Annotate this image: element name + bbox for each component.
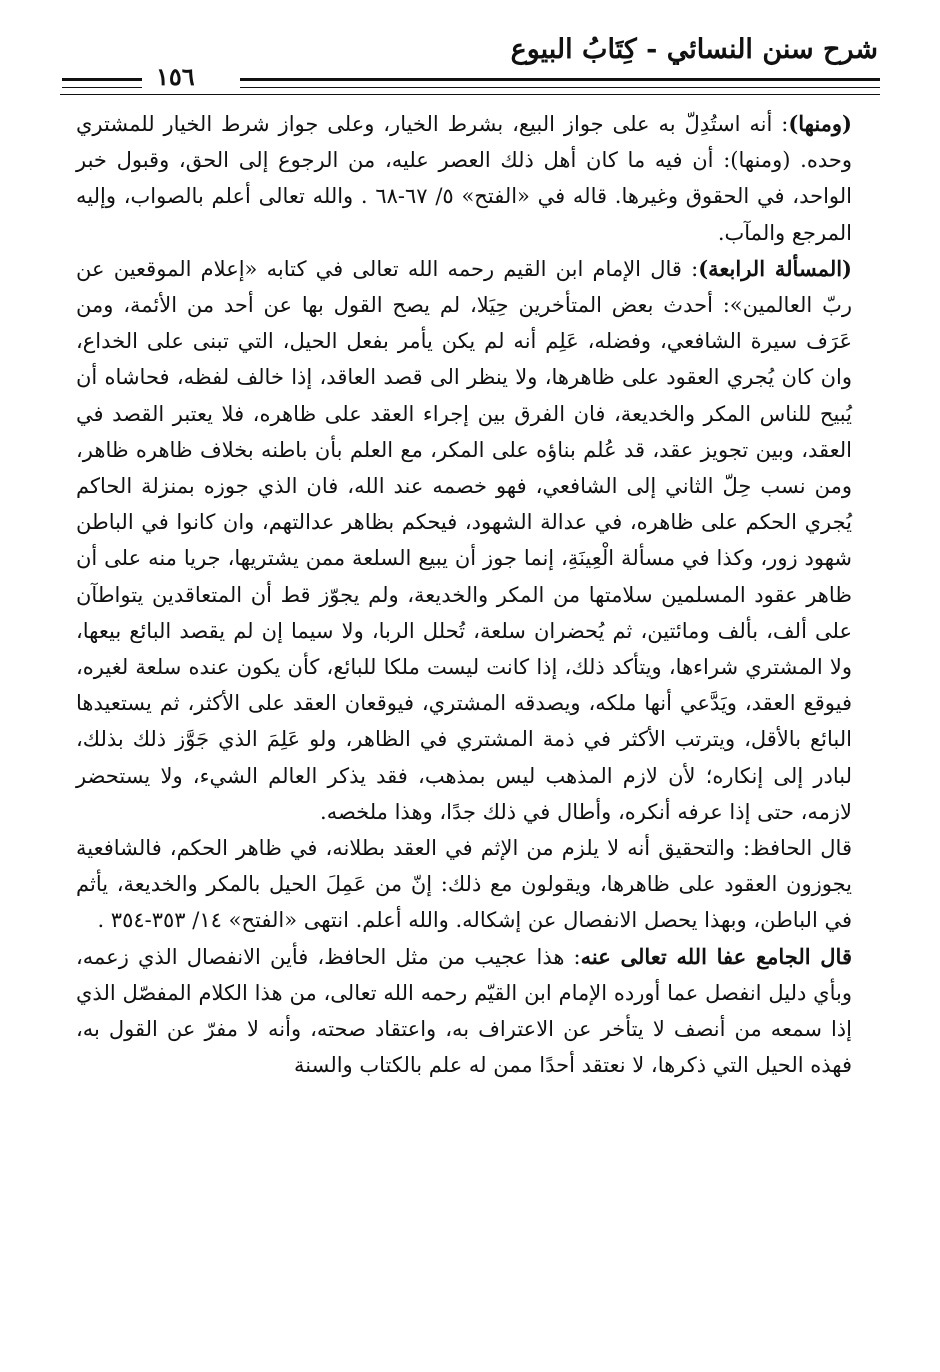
running-title: شرح سنن النسائي - كِتَابُ البيوع [510,34,878,65]
paragraph-3 [76,830,852,939]
paragraph-text: : هذا عجيب من مثل الحافظ، فأين الانفصال الذي زعمه، وبأي دليل انفصل عما أورده الإمام ابن القيّم رحمه الله تعالى، من هذا الكلام المفصّل الذي إذا سمعه من أنصف لا يتأخر عن الاعتراف به، واعتقاد صحته، وأنه لا مفرّ عن القول به، فهذه الحيل التي ذكرها، لا نعتقد أحدًا ممن له علم بالكتاب والسنة [76,944,852,1078]
paragraph-4 [76,939,852,1084]
header-underline [60,94,880,95]
page-header [60,34,880,104]
paragraph-1 [76,106,852,251]
page-body [76,106,852,1083]
page-number: ١٥٦ [156,62,195,91]
paragraph-2 [76,251,852,830]
paragraph-lead: قال الجامع عفا الله تعالى عنه [580,943,852,969]
paragraph-text: : قال الإمام ابن القيم رحمه الله تعالى في كتابه «إعلام الموقعين عن ربّ العالمين»: أحدث بعض المتأخرين حِيَلا، لم يصح القول بها عن أحد من الأئمة، ومن عَرَف سيرة الشافعي، وفضله، عَلِم أنه لم يكن يأمر بفعل الحيل، التي تبنى على الخداع، وان كان يُجري العقود على ظاهرها، ولا ينظر الى قصد العاقد، إذا خالف لفظه، فحاشاه أن يُبيح للناس المكر والخديعة، فان الفرق بين إجراء العقد على ظاهره، فلا يعتبر القصد في العقد، وبين تجويز عقد، قد عُلم بناؤه على المكر، مع العلم بأن باطنه بخلاف ظاهره ظاهر، ومن نسب حِلّ الثاني إلى الشافعي، فهو خصمه عند الله، فان الذي جوزه بمنزلة الحاكم يُجري الحكم على ظاهره، في عدالة الشهود، فيحكم بظاهر عدالتهم، وان كانوا في الباطن شهود زور، وكذا في مسألة الْعِينَةِ، إنما جوز أن يبيع السلعة ممن يشتريها، جريا منه على أن ظاهر عقود المسلمين سلامتها من المكر والخديعة، ولم يجوّز قط أن المتعاقدين يتواطآن على ألف، بألف ومائتين، ثم يُحضران سلعة، تُحلل الربا، ولا سيما إن لم يقصد البائع بيعها، ولا المشتري شراءها، ويتأكد ذلك، إذا كانت ليست ملكا للبائع، كأن يكون عنده سلعة لغيره، فيوقع العقد، ويَدَّعي أنها ملكه، ويصدقه المشتري، فيوقعان العقد على الأكثر، ثم يستعيدها البائع بالأقل، ويترتب الأكثر في ذمة المشتري في الظاهر، ولو عَلِمَ الذي جَوَّز ذلك بذلك، لبادر إلى إنكاره؛ لأن لازم المذهب ليس بمذهب، فقد يذكر العالم الشيء، ولا يستحضر لازمه، حتى إذا عرفه أنكره، وأطال في ذلك جدًا، وهذا ملخصه. [76,256,852,824]
paragraph-text: قال الحافظ: والتحقيق أنه لا يلزم من الإثم في العقد بطلانه، في ظاهر الحكم، فالشافعية يجوزون العقود على ظاهرها، ويقولون مع ذلك: إنّ من عَمِلَ الحيل بالمكر والخديعة، يأثم في الباطن، وبهذا يحصل الانفصال عن إشكاله. والله أعلم. انتهى «الفتح» ١٤/ ٣٥٣-٣٥٤ . [76,836,853,933]
header-rule-right [240,78,880,81]
header-rule-left [62,78,142,81]
paragraph-text: : أنه استُدِلّ به على جواز البيع، بشرط الخيار، وعلى جواز شرط الخيار للمشتري وحده. (ومنها): أن فيه ما كان أهل ذلك العصر عليه، من الرجوع إلى الحق، وقبول خبر الواحد، في الحقوق وغيرها. قاله في «الفتح» ٥/ ٦٧-٦٨ . والله تعالى أعلم بالصواب، وإليه المرجع والمآب. [76,112,852,245]
paragraph-lead: (ومنها) [788,111,852,136]
paragraph-lead: (المسألة الرابعة) [698,255,852,281]
